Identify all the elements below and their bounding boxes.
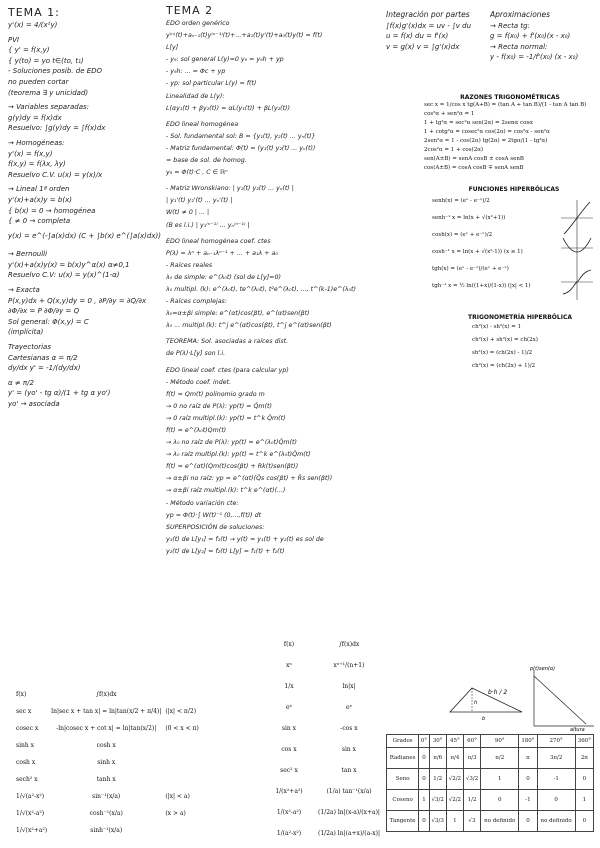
integral-header-fx: f(x) bbox=[16, 691, 27, 698]
tema1-line: { ≠ 0 → completa bbox=[8, 217, 71, 226]
integral-row bbox=[14, 737, 201, 754]
tema1-line: f(x,y) = f(λx, λy) bbox=[8, 160, 66, 169]
integral-cell: ln|sec x + tan x| = ln|tan(x/2 + π/4)| bbox=[51, 708, 162, 715]
integral-right-cell: (1/2a) ln|(x-a)/(x+a)| bbox=[318, 809, 380, 816]
tema2-line: λ₀=α±βi simple: e^(αt)cos(βt), e^(αt)sen(βt) bbox=[166, 310, 310, 318]
angle-table-grid bbox=[386, 734, 594, 832]
integration-line: u = f(x) du = f'(x) bbox=[386, 32, 449, 40]
angle-cell: π bbox=[519, 748, 537, 769]
angle-row bbox=[387, 769, 594, 790]
integral-right-cell: ln|x| bbox=[342, 683, 356, 690]
integral-cell bbox=[163, 822, 201, 839]
integration-title: Integración por partes bbox=[386, 10, 470, 19]
integral-right-row bbox=[262, 697, 382, 718]
trig-formula-line: 2sen²α = 1 - cos(2α) tg(2α) = 2tgα/(1 - tg²α) bbox=[424, 138, 548, 144]
integral-right-cell: 1/(x²-a²) bbox=[276, 809, 302, 816]
angle-cell: 1/2 bbox=[429, 769, 446, 790]
approx-line: y - f(x₀) = -1/f'(x₀) (x - x₀) bbox=[490, 53, 579, 61]
angle-cell: π/2 bbox=[481, 748, 519, 769]
tema1-line: y'(x) = 4/(x²y) bbox=[8, 21, 58, 29]
integral-cell: tanh x bbox=[96, 776, 116, 783]
tema1-line: → Bernoulli bbox=[8, 250, 48, 259]
integral-table-left bbox=[14, 686, 252, 839]
integral-right-cell: cos x bbox=[281, 746, 297, 753]
approx-line: → Recta tg: bbox=[490, 21, 530, 30]
angle-cell: 0 bbox=[419, 769, 429, 790]
tema2-line: λ₀ ... multipl.(k): t^j e^(αt)cos(βt), t^j e^(αt)sen(βt) bbox=[166, 322, 332, 330]
tema2-line: L[y] bbox=[166, 44, 179, 52]
integral-right-cell: sin x bbox=[341, 746, 357, 753]
angle-cell: Tangente bbox=[387, 811, 419, 832]
trig-formula-line: cos(A±B) = cosA cosB ∓ senA senB bbox=[424, 165, 524, 171]
integral-cell: (x > a) bbox=[165, 810, 186, 817]
angle-row bbox=[387, 811, 594, 832]
tema2-line: EDO orden genérico bbox=[166, 20, 230, 27]
angle-cell: √2/2 bbox=[446, 769, 463, 790]
integral-right-row bbox=[262, 676, 382, 697]
tema1-line: y'(x)+a(x)y(x) = b(x)y^α(x) α≠0,1 bbox=[8, 260, 130, 269]
integral-right-row bbox=[262, 655, 382, 676]
tema2-line: - Matriz Wronskiano: | y₁(t) y₂(t) ... yₙ(t) | bbox=[166, 185, 294, 193]
integral-right-cell: 1/(x²+a²) bbox=[275, 788, 303, 795]
hyperbolic-title: FUNCIONES HIPERBÓLICAS bbox=[468, 186, 560, 193]
integral-right-cell: xⁿ⁺¹/(n+1) bbox=[333, 662, 365, 669]
hyperbolic-formula-line: tgh⁻¹ x = ½ ln((1+x)/(1-x)) (|x| < 1) bbox=[432, 283, 531, 289]
angle-cell: 360° bbox=[575, 735, 593, 748]
integral-cell: sech² x bbox=[16, 776, 38, 783]
tema2-line: EDO lineal homogénea bbox=[166, 120, 239, 128]
tema1-line: y(x) = e^(-∫a(x)dx) (C + ∫b(x) e^(∫a(x)dx)) bbox=[8, 231, 161, 240]
integral-right-cell: (1/2a) ln|(a+x)/(a-x)| bbox=[317, 830, 380, 837]
integration-line: v = g(x) v = ∫g'(x)dx bbox=[386, 42, 460, 51]
integral-right-cell: xⁿ bbox=[286, 662, 292, 669]
tema1-line: P(x,y)dx + Q(x,y)dy = 0 , ∂P/∂y = ∂Q/∂x bbox=[8, 296, 147, 305]
tema1-notes bbox=[8, 20, 168, 410]
integral-right-cell: (1/a) tan⁻¹(x/a) bbox=[326, 788, 372, 795]
angle-cell: √3/2 bbox=[463, 769, 480, 790]
angle-cell: Grados bbox=[387, 735, 419, 748]
graph-axis-y: p(t)sen(α) bbox=[530, 666, 556, 672]
tema2-line: - Sol. fundamental sol: B = {y₁(t), y₂(t) ... yₙ(t)} bbox=[166, 132, 316, 140]
integral-right-cell: eˣ bbox=[345, 704, 353, 711]
approx-title: Aproximaciones bbox=[490, 10, 551, 19]
angle-cell: Radianes bbox=[387, 748, 419, 769]
tema1-line: - Soluciones posib. de EDO bbox=[8, 67, 103, 76]
triangle-h-label: h bbox=[474, 700, 478, 706]
tema1-line: → Exacta bbox=[8, 286, 40, 295]
tema2-line: EDO lineal homogénea coef. ctes bbox=[166, 237, 271, 245]
angle-cell: Coseno bbox=[387, 790, 419, 811]
tema2-line: y₉ = Φ(t)·C , C ∈ ℝⁿ bbox=[166, 169, 228, 177]
trig-formula-line: 2cos²α = 1 + cos(2α) bbox=[424, 147, 484, 153]
trig-title: RAZONES TRIGONOMÉTRICAS bbox=[460, 94, 560, 101]
integral-right-cell: sec² x bbox=[280, 767, 298, 774]
hyperbolic-graph-icon bbox=[560, 198, 594, 302]
hyperbolic-formula-line: cosh⁻¹ x = ln(x + √(x²-1)) (x ≥ 1) bbox=[432, 249, 523, 255]
integral-row bbox=[14, 703, 201, 720]
integral-row bbox=[14, 805, 201, 822]
integration-section bbox=[386, 10, 486, 52]
trig-hyp-formula-line: ch²(x) + sh²(x) = ch(2x) bbox=[472, 337, 538, 343]
tema1-line: → Homogéneas: bbox=[8, 138, 65, 147]
angle-cell: 0 bbox=[519, 811, 537, 832]
integral-right-cell: tan x bbox=[341, 767, 357, 774]
graph-axis-x: altura bbox=[570, 727, 585, 732]
angle-cell: 0 bbox=[519, 769, 537, 790]
tema2-line: Linealidad de L(y): bbox=[166, 92, 225, 100]
angle-cell: 0° bbox=[419, 735, 429, 748]
tema1-line: { y(to) = yo t∈(to, t₁) bbox=[8, 56, 84, 65]
angle-cell: 60° bbox=[463, 735, 480, 748]
angle-cell: 1 bbox=[575, 790, 593, 811]
integral-right-row bbox=[262, 760, 382, 781]
integral-right-cell: 1/(a²-x²) bbox=[276, 830, 302, 837]
trig-hyp-formula-line: ch²(x) = (ch(2x) + 1)/2 bbox=[472, 363, 536, 369]
integration-notes bbox=[386, 21, 486, 53]
approx-section bbox=[490, 10, 594, 63]
trig-hyp-title: TRIGONOMETRÍA HIPERBÓLICA bbox=[468, 314, 572, 321]
angle-cell: π/3 bbox=[463, 748, 480, 769]
trig-formulas bbox=[424, 101, 596, 173]
angle-cell: √2/2 bbox=[446, 790, 463, 811]
angle-cell: 0 bbox=[575, 811, 593, 832]
trig-hyp-formula-line: sh²(x) = (ch(2x) - 1)/2 bbox=[472, 350, 533, 356]
integral-right-row bbox=[262, 823, 382, 844]
angle-cell: √3 bbox=[463, 811, 480, 832]
integral-right-row bbox=[262, 802, 382, 823]
integral-cell: 1/√(x²-a²) bbox=[16, 810, 45, 817]
tema1-line: Sol general: Φ(x,y) = C bbox=[8, 317, 89, 326]
approx-notes bbox=[490, 21, 594, 63]
tema2-line: de P(λ)·L[y] son l.i. bbox=[166, 350, 226, 358]
angle-cell: 180° bbox=[519, 735, 537, 748]
integral-row bbox=[14, 771, 201, 788]
integral-cell: (0 < x < π) bbox=[165, 725, 199, 732]
integral-cell: cosec x bbox=[16, 725, 39, 732]
integral-row bbox=[14, 754, 201, 771]
angle-row bbox=[387, 748, 594, 769]
tema1-line: → Variables separadas: bbox=[8, 103, 89, 112]
angle-cell: 90° bbox=[481, 735, 519, 748]
trig-hyp-formulas bbox=[444, 321, 596, 373]
angle-cell: -1 bbox=[537, 769, 575, 790]
integral-right-row bbox=[262, 781, 382, 802]
tema1-line: g(y)dy = f(x)dx bbox=[8, 113, 62, 122]
tema2-line: y₂(t) de L[y₂] = f₂(t) L[y] = f₁(t) + f₂(t) bbox=[166, 547, 285, 555]
hyperbolic-formula-line: cosh(x) = (eˣ + e⁻ˣ)/2 bbox=[432, 232, 493, 238]
trig-formula-line: sen(A±B) = senA cosB ± cosA senB bbox=[424, 156, 524, 162]
tema2-line: W(t) ≠ 0 | ... | bbox=[166, 209, 210, 217]
integral-table-right-grid bbox=[262, 634, 382, 844]
tema2-line: (B es l.i.) | y₁⁽ⁿ⁻¹⁾ ... yₙ⁽ⁿ⁻¹⁾ | bbox=[166, 221, 250, 229]
integral-cell: sinh x bbox=[97, 759, 116, 766]
trig-formula-line: sec x = 1/cos x tg(A+B) = (tan A + tan B)/(1 - tan A tan B) bbox=[424, 102, 587, 108]
integral-cell: cosh⁻¹(x/a) bbox=[89, 810, 123, 817]
tema2-line: - Matriz fundamental: Φ(t) = (y₁(t) y₂(t) ... yₙ(t)) bbox=[166, 144, 316, 152]
tema2-line: f(t) = Qm(t) polinomio grado m bbox=[166, 390, 265, 398]
triangle-b-label: b bbox=[482, 716, 486, 722]
tema1-line: ∂Φ/∂x = P ∂Φ/∂y = Q bbox=[8, 307, 80, 316]
angle-cell: 3π/2 bbox=[537, 748, 575, 769]
tema2-line: TEOREMA: Sol. asociadas a raíces dist. bbox=[166, 338, 289, 346]
integral-row bbox=[14, 822, 201, 839]
integral-row bbox=[14, 788, 201, 805]
integral-cell: 1/√(x²+a²) bbox=[16, 827, 48, 834]
tema1-line: no pueden cortar bbox=[8, 77, 69, 86]
integral-right-row bbox=[262, 739, 382, 760]
integral-cell: sinh⁻¹(x/a) bbox=[90, 827, 123, 834]
angle-cell: √3/2 bbox=[429, 790, 446, 811]
integral-table-left-grid bbox=[14, 686, 201, 839]
hyperbolic-formula-line: tgh(x) = (eˣ - e⁻ˣ)/(eˣ + e⁻ˣ) bbox=[432, 266, 509, 272]
tema2-line: - y₉h: ... = Φc + yp bbox=[166, 68, 226, 76]
tema2-line: - Método variación cte: bbox=[166, 499, 239, 507]
tema2-line: | y₁'(t) y₂'(t) ... yₙ'(t) | bbox=[166, 197, 233, 205]
tema2-line: P(λ) = λⁿ + aₙ₋₁λⁿ⁻¹ + ... + a₁λ + a₀ bbox=[166, 249, 278, 257]
hyperbolic-formula-line: senh(x) = (eˣ - e⁻ˣ)/2 bbox=[432, 198, 490, 204]
integral-right-cell: -cos x bbox=[340, 725, 358, 732]
trig-formula-line: 1 + cotg²α = cosec²α cos(2α) = cos²α - sen²α bbox=[424, 129, 550, 135]
approx-line: → Recta normal: bbox=[490, 42, 548, 51]
tema2-line: λ₀ multipl. (k): e^(λ₀t), te^(λ₀t), t²e^(λ₀t), ..., t^(k-1)e^(λ₀t) bbox=[166, 285, 356, 293]
integral-header-int: ∫f(x)dx bbox=[95, 691, 117, 698]
angle-cell: no definido bbox=[481, 811, 519, 832]
tema1-line: y'(x)+a(x)y = b(x) bbox=[8, 195, 72, 204]
angle-cell: π/6 bbox=[429, 748, 446, 769]
tema2-line: yp = Φ(t)·∫ W(t)⁻¹ (0,...,f(t)) dt bbox=[166, 511, 262, 519]
tema1-line: Trayectorias bbox=[8, 343, 51, 352]
angle-cell: 30° bbox=[429, 735, 446, 748]
integral-cell bbox=[163, 771, 201, 788]
tema1-line: Resuelvo C.V. u(x) = y(x)/x bbox=[8, 170, 103, 179]
tema2-line: SUPERPOSICIÓN de soluciones: bbox=[166, 523, 265, 531]
angle-cell: 270° bbox=[537, 735, 575, 748]
tema1-line: y' = (yo' - tg α)/(1 + tg α yo') bbox=[8, 389, 111, 398]
triangle-diagram bbox=[446, 664, 596, 732]
tema2-line: f(t) = e^(λ₀t)Qm(t) bbox=[166, 427, 227, 434]
trig-hyp-formula-line: ch²(x) - sh²(x) = 1 bbox=[472, 324, 522, 330]
tema1-line: → Lineal 1ª orden bbox=[8, 185, 70, 194]
tema2-line: λ₀ de simple: e^(λ₀t) (sol de L[y]=0) bbox=[166, 273, 281, 281]
integral-cell: cosh x bbox=[16, 759, 36, 766]
angle-cell: 45° bbox=[446, 735, 463, 748]
tema1-title: TEMA 1: bbox=[8, 6, 60, 19]
integral-right-cell: sin x bbox=[281, 725, 297, 732]
tema2-line: → 0 no raíz de P(λ): yp(t) = Q̃m(t) bbox=[166, 402, 272, 410]
integral-cell: (|x| < a) bbox=[165, 793, 190, 800]
tema1-line: { y' = f(x,y) bbox=[8, 46, 50, 55]
tema2-line: L(αy₁(t) + βy₂(t)) = αL(y₁(t)) + βL(y₂(t)) bbox=[166, 104, 290, 112]
tema1-line: Resuelvo C.V: u(x) = y(x)^(1-α) bbox=[8, 271, 120, 280]
tema2-line: y₁(t) de L[y₁] = f₁(t) → y(t) = y₁(t) + y₂(t) es sol de bbox=[166, 535, 324, 543]
tema1-line: yo' → asociada bbox=[8, 400, 60, 408]
angle-cell: no definido bbox=[537, 811, 575, 832]
trig-box bbox=[424, 94, 596, 173]
angle-cell: -1 bbox=[519, 790, 537, 811]
hyperbolic-box bbox=[432, 186, 596, 295]
integral-right-cell: 1/x bbox=[284, 683, 294, 690]
tema2-line: - yp: sol particular L(y) = f(t) bbox=[166, 80, 257, 88]
integral-cell: cosh x bbox=[96, 742, 116, 749]
angle-cell: √3/3 bbox=[429, 811, 446, 832]
integral-cell: (|x| < π/2) bbox=[165, 708, 197, 715]
tema2-title: TEMA 2 bbox=[166, 4, 214, 17]
tema2-line: EDO lineal coef. ctes (para calcular yp) bbox=[166, 366, 289, 374]
tema1-line: { b(x) = 0 → homogénea bbox=[8, 206, 96, 215]
angle-cell: π/4 bbox=[446, 748, 463, 769]
integral-cell bbox=[163, 737, 201, 754]
angle-cell: 0 bbox=[419, 748, 429, 769]
tema2-line: - y₉: sol general L(y)=0 y₉ = y₉h + yp bbox=[166, 56, 284, 64]
tema2-line: → α±βi raíz multipl.(k): t^k e^(αt)(...) bbox=[166, 487, 286, 495]
integral-right-header-int: ∫f(x)dx bbox=[338, 641, 360, 648]
angle-cell: 1/2 bbox=[463, 790, 480, 811]
hyperbolic-formulas bbox=[432, 193, 550, 295]
integral-cell: 1/√(a²-x²) bbox=[16, 793, 45, 800]
angle-cell: 1 bbox=[446, 811, 463, 832]
trig-hyp-box bbox=[444, 314, 596, 373]
trig-formula-line: 1 + tg²α = sec²α sen(2α) = 2senα cosα bbox=[424, 120, 533, 126]
tema1-line: (teorema ∃ y unicidad) bbox=[8, 88, 89, 97]
integral-cell: sin⁻¹(x/a) bbox=[92, 793, 121, 800]
angle-cell: 2π bbox=[575, 748, 593, 769]
angle-cell: 1 bbox=[419, 790, 429, 811]
integral-right-header-fx: f(x) bbox=[283, 641, 295, 648]
tema2-line: → λ₀ no raíz de P(λ): yp(t) = e^(λ₀t)Q̃m(t) bbox=[166, 439, 297, 447]
tema1-line: Cartesianas α = π/2 bbox=[8, 353, 78, 362]
tema2-line: f(t) = e^(αt)(Qm(t)cos(βt) + Rk(t)sen(βt)) bbox=[166, 463, 299, 471]
integral-cell: sec x bbox=[16, 708, 32, 715]
angle-cell: Seno bbox=[387, 769, 419, 790]
integral-cell: -ln|cosec x + cot x| = ln|tan(x/2)| bbox=[56, 725, 157, 732]
approx-line: g = f(x₀) + f'(x₀)(x - x₀) bbox=[490, 32, 571, 40]
angle-cell: 0 bbox=[537, 790, 575, 811]
tema1-line: dy/dx y' = -1/(dy/dx) bbox=[8, 364, 81, 373]
tema2-line: - Raíces reales bbox=[166, 261, 213, 269]
tema2-line: → 0 raíz multipl.(k): yp(t) = t^k Q̃m(t) bbox=[166, 414, 286, 422]
integration-line: ∫f(x)g'(x)dx = uv - ∫v du bbox=[386, 21, 472, 30]
angle-cell: 1 bbox=[481, 769, 519, 790]
tema2-line: = base de sol. de homog. bbox=[166, 157, 247, 165]
tema2-notes bbox=[166, 18, 381, 558]
tema2-line: - Raíces complejas: bbox=[166, 298, 227, 306]
integral-table-right bbox=[262, 634, 382, 844]
tema2-line: → λ₀ raíz multipl.(k): yp(t) = t^k e^(λ₀t)Q̃m(t) bbox=[166, 451, 311, 459]
angle-cell: 0 bbox=[481, 790, 519, 811]
tema1-column bbox=[8, 6, 168, 410]
angle-row bbox=[387, 790, 594, 811]
integral-cell bbox=[163, 754, 201, 771]
tema2-line: - Método coef. indet. bbox=[166, 378, 232, 386]
tema2-line: y⁽ⁿ⁾(t)+aₙ₋₁(t)y⁽ⁿ⁻¹⁾(t)+...+a₁(t)y'(t)+a₀(t)y(t) = f(t) bbox=[166, 32, 323, 40]
triangle-area-label: b·h / 2 bbox=[488, 689, 508, 696]
tema1-line: Resuelvo: ∫g(y)dy = ∫f(x)dx bbox=[8, 124, 106, 133]
angle-header-row bbox=[387, 735, 594, 748]
tema1-line: y'(x) = f(x,y) bbox=[8, 149, 53, 158]
tema1-line: α ≠ π/2 bbox=[8, 378, 34, 387]
tema1-line: (implícita) bbox=[8, 328, 44, 337]
angle-cell: 0 bbox=[419, 811, 429, 832]
integral-row bbox=[14, 720, 201, 737]
integral-right-cell: eˣ bbox=[285, 704, 293, 711]
integral-cell: sinh x bbox=[16, 742, 35, 749]
tema2-column bbox=[166, 4, 381, 558]
tema1-line: PVI bbox=[8, 35, 20, 44]
tema2-line: → α±βi no raíz: yp = e^(αt)(Q̃s cos(βt) + R̃s sen(βt)) bbox=[166, 475, 333, 483]
hyperbolic-formula-line: senh⁻¹ x = ln(x + √(x²+1)) bbox=[432, 215, 506, 221]
integral-right-row bbox=[262, 718, 382, 739]
angle-cell: 0 bbox=[575, 769, 593, 790]
angle-table bbox=[386, 734, 594, 832]
trig-formula-line: cos²α + sen²α = 1 bbox=[424, 111, 475, 117]
